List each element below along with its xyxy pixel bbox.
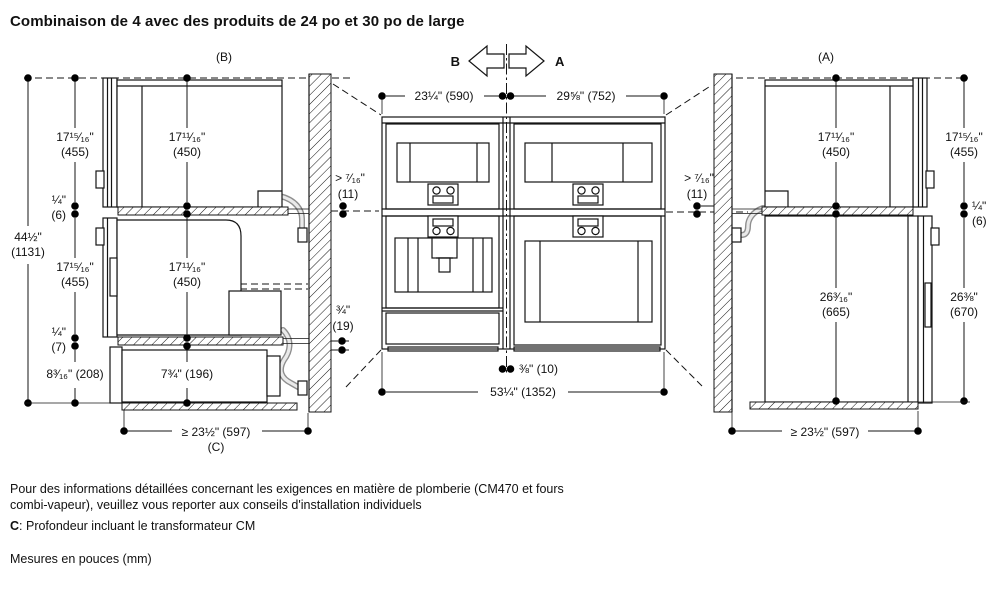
wall-right-hatched: [309, 74, 331, 412]
dim-wall-clearance-in: > ⁷⁄₁₆": [684, 171, 714, 185]
dim-niche1-height-mm: (455): [60, 145, 90, 159]
note-plumbing-line2: combi-vapeur), veuillez vous reporter aux conseils d'installation individuels: [10, 497, 422, 512]
front-view-combination: [378, 44, 668, 399]
note-units: Mesures en pouces (mm): [10, 551, 152, 566]
shelf-board: [118, 207, 288, 215]
dim-wall-clearance-mm: (11): [337, 187, 359, 201]
door-handle-bump: [926, 171, 934, 188]
dim-drawer-height: 7¾" (196): [160, 367, 214, 381]
dim-lower-niche-height-in: 26⅜": [950, 290, 978, 304]
dim-depth-a: ≥ 23½" (597): [790, 425, 860, 439]
dim-oven1-height-in: 17¹¹⁄₁₆": [168, 130, 206, 144]
dim-depth-b: ≥ 23½" (597): [181, 425, 251, 439]
side-view-b: [96, 74, 331, 412]
door-handle-bump: [96, 171, 104, 188]
cm-transformer-box: [229, 291, 281, 335]
note-plumbing-line1: Pour des informations détaillées concernant les exigences en matière de plomberie (CM470 et fours: [10, 482, 564, 496]
view-label-a: (A): [818, 50, 834, 64]
outlet-box: [298, 228, 307, 242]
dim-overall-height-in: 44½": [14, 230, 42, 244]
coffee-spout: [439, 258, 450, 272]
oven-handle: [525, 143, 652, 182]
side-view-a: [714, 74, 939, 412]
oven-30-lower-front: [514, 216, 661, 345]
dim-gap7-mm: (7): [51, 340, 66, 354]
oven-handle: [397, 143, 489, 182]
note-c-definition: C: Profondeur incluant le transformateur CM: [10, 519, 256, 533]
dim-shelf-thickness-mm: (19): [332, 319, 354, 333]
power-cable: [742, 208, 763, 235]
dim-gap6-in: ¼": [51, 193, 66, 207]
control-panel: [428, 216, 458, 237]
bottom-board: [122, 403, 297, 410]
arrow-left-icon: [469, 46, 504, 76]
dim-niche2-height-mm: (455): [60, 275, 90, 289]
dim-width-24: 23¼" (590): [414, 89, 474, 103]
control-panel: [428, 184, 458, 205]
dim-gap-between-columns: ⅜" (10): [519, 362, 558, 376]
dim-oven2-height-mm: (450): [172, 275, 202, 289]
page-title: Combinaison de 4 avec des produits de 24 po et 30 po de large: [10, 13, 465, 30]
dim-overall-height-mm: (1131): [11, 245, 45, 259]
shelf-board: [118, 337, 283, 345]
dim-niche2-height-in: 17¹⁵⁄₁₆": [56, 260, 94, 274]
control-panel: [573, 216, 603, 237]
control-panel: [573, 184, 603, 205]
dim-niche1-height-in: 17¹⁵⁄₁₆": [56, 130, 94, 144]
dim-gap6-mm: (6): [972, 214, 987, 228]
outlet-box: [732, 228, 741, 242]
dim-oven2-height-in: 17¹¹⁄₁₆": [168, 260, 206, 274]
oven-lower-side: [765, 216, 939, 403]
outlet-box: [298, 381, 307, 395]
dim-wall-clearance-in: > ⁷⁄₁₆": [335, 171, 365, 185]
coffee-machine-front: [386, 216, 499, 308]
dim-gap6-in: ¼": [972, 199, 987, 213]
dim-gap7-in: ¼": [51, 325, 66, 339]
footer-notes: [10, 482, 564, 567]
oven-30-front: [514, 124, 661, 209]
door-handle-bump: [931, 228, 939, 245]
dim-oven-height-mm: (450): [821, 145, 851, 159]
dim-oven1-height-mm: (450): [172, 145, 202, 159]
dim-lower-niche-height-mm: (670): [949, 305, 979, 319]
dim-width-30: 29⅝" (752): [556, 89, 616, 103]
dim-gap6-mm: (6): [51, 208, 66, 222]
warming-drawer-front: [386, 313, 499, 344]
dim-overall-width: 53¼" (1352): [490, 385, 556, 399]
view-label-b: (B): [216, 50, 232, 64]
dim-drawer-niche-height: 8³⁄₁₆" (208): [46, 367, 104, 381]
arrow-label-b: B: [450, 54, 460, 69]
note-c-ref: (C): [207, 440, 225, 454]
wall-left-hatched: [714, 74, 732, 412]
arrow-right-icon: [509, 46, 544, 76]
arrow-label-a: A: [555, 54, 565, 69]
oven-24-front: [386, 124, 499, 209]
dim-wall-clearance-mm: (11): [686, 187, 708, 201]
dim-niche-height-in: 17¹⁵⁄₁₆": [945, 130, 983, 144]
dim-niche-height-mm: (455): [949, 145, 979, 159]
coffee-spout-housing: [432, 238, 457, 258]
dim-lower-oven-height-in: 26³⁄₁₆": [819, 290, 853, 304]
dim-oven-height-in: 17¹¹⁄₁₆": [817, 130, 855, 144]
dim-shelf-thickness-in: ¾": [335, 303, 351, 317]
dim-lower-oven-height-mm: (665): [821, 305, 851, 319]
oven-window: [525, 241, 652, 322]
door-handle-bump: [96, 228, 104, 245]
